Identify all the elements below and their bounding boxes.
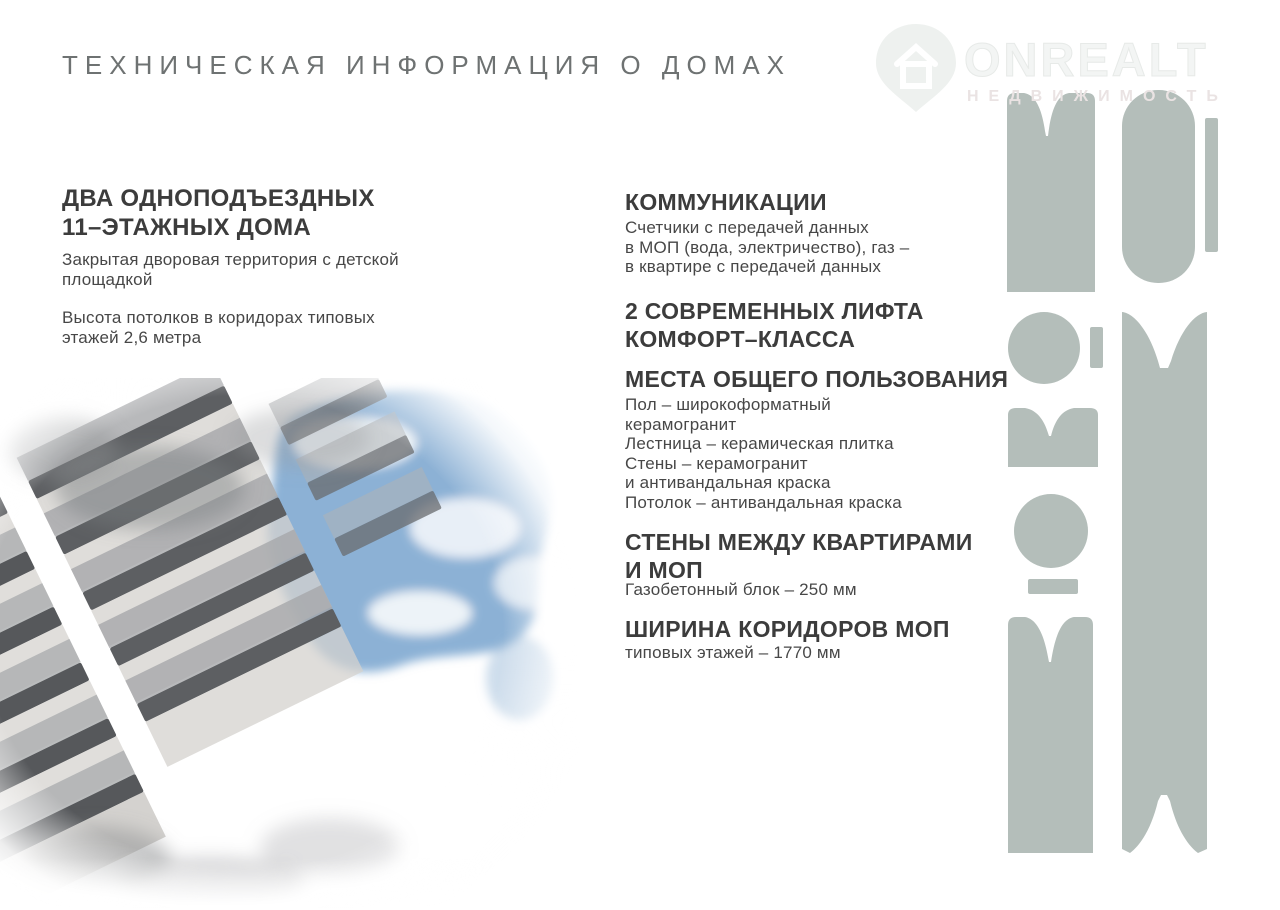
- letter-shape: [1028, 579, 1078, 594]
- heading-line: КОММУНИКАЦИИ: [625, 189, 827, 215]
- heading-line: И МОП: [625, 557, 704, 583]
- heading-line: ШИРИНА КОРИДОРОВ МОП: [625, 616, 950, 642]
- letter-shape: [1122, 312, 1207, 853]
- letter-shape: [1008, 617, 1093, 853]
- heading-line: СТЕНЫ МЕЖДУ КВАРТИРАМИ: [625, 529, 973, 555]
- paragraph-yard: [62, 250, 399, 289]
- letter-shape: [1014, 494, 1088, 568]
- paragraph-common-areas: [625, 395, 902, 512]
- letter-shape: [1007, 93, 1095, 292]
- letter-shape: [1008, 408, 1098, 467]
- text-line: в квартире с передачей данных: [625, 257, 882, 276]
- letter-shape: [1090, 327, 1103, 368]
- paragraph-communications: [625, 218, 909, 277]
- section-heading-common-areas: [625, 365, 1008, 393]
- heading-line: 11–ЭТАЖНЫХ ДОМА: [62, 214, 312, 241]
- text-line: Пол – широкоформатный: [625, 395, 832, 414]
- paragraph-walls: [625, 580, 857, 600]
- text-line: керамогранит: [625, 414, 737, 434]
- text-line: Потолок – антивандальная краска: [625, 492, 902, 512]
- text-line: Счетчики с передачей данных: [625, 218, 869, 237]
- heading-line: МЕСТА ОБЩЕГО ПОЛЬЗОВАНИЯ: [625, 366, 1009, 392]
- text-line: и антивандальная краска: [625, 473, 831, 492]
- heading-line: КОМФОРТ–КЛАССА: [625, 326, 856, 352]
- letter-shape: [1205, 118, 1218, 252]
- paragraph-corridor-width: [625, 643, 841, 663]
- watermark-tagline-text: НЕДВИЖИМОСТЬ: [967, 88, 1228, 105]
- text-line: в МОП (вода, электричество), газ –: [625, 237, 910, 257]
- section-heading-walls: [625, 528, 973, 584]
- text-line: площадкой: [62, 269, 153, 289]
- letter-shape: [1008, 312, 1080, 384]
- heading-line: 2 СОВРЕМЕННЫХ ЛИФТА: [625, 298, 924, 324]
- paragraph-ceiling-height: [62, 308, 375, 347]
- text-line: Закрытая дворовая территория с детской: [62, 250, 399, 269]
- page-title: ТЕХНИЧЕСКАЯ ИНФОРМАЦИЯ О ДОМАХ: [62, 50, 792, 80]
- text-line: Газобетонный блок – 250 мм: [625, 580, 857, 599]
- text-line: Высота потолков в коридорах типовых: [62, 308, 375, 327]
- text-line: Лестница – керамическая плитка: [625, 434, 894, 453]
- letter-shape: [1122, 90, 1195, 283]
- text-line: этажей 2,6 метра: [62, 327, 202, 347]
- section-heading-elevators: [625, 297, 924, 353]
- section-heading-buildings: [62, 184, 375, 242]
- heading-line: ДВА ОДНОПОДЪЕЗДНЫХ: [62, 185, 375, 212]
- watermark-brand-text: ONREALT: [964, 33, 1209, 86]
- text-line: Стены – керамогранит: [625, 453, 808, 473]
- section-heading-corridor-width: [625, 615, 950, 643]
- house-pin-icon: [868, 20, 964, 116]
- text-line: типовых этажей – 1770 мм: [625, 643, 841, 662]
- section-heading-communications: [625, 188, 827, 216]
